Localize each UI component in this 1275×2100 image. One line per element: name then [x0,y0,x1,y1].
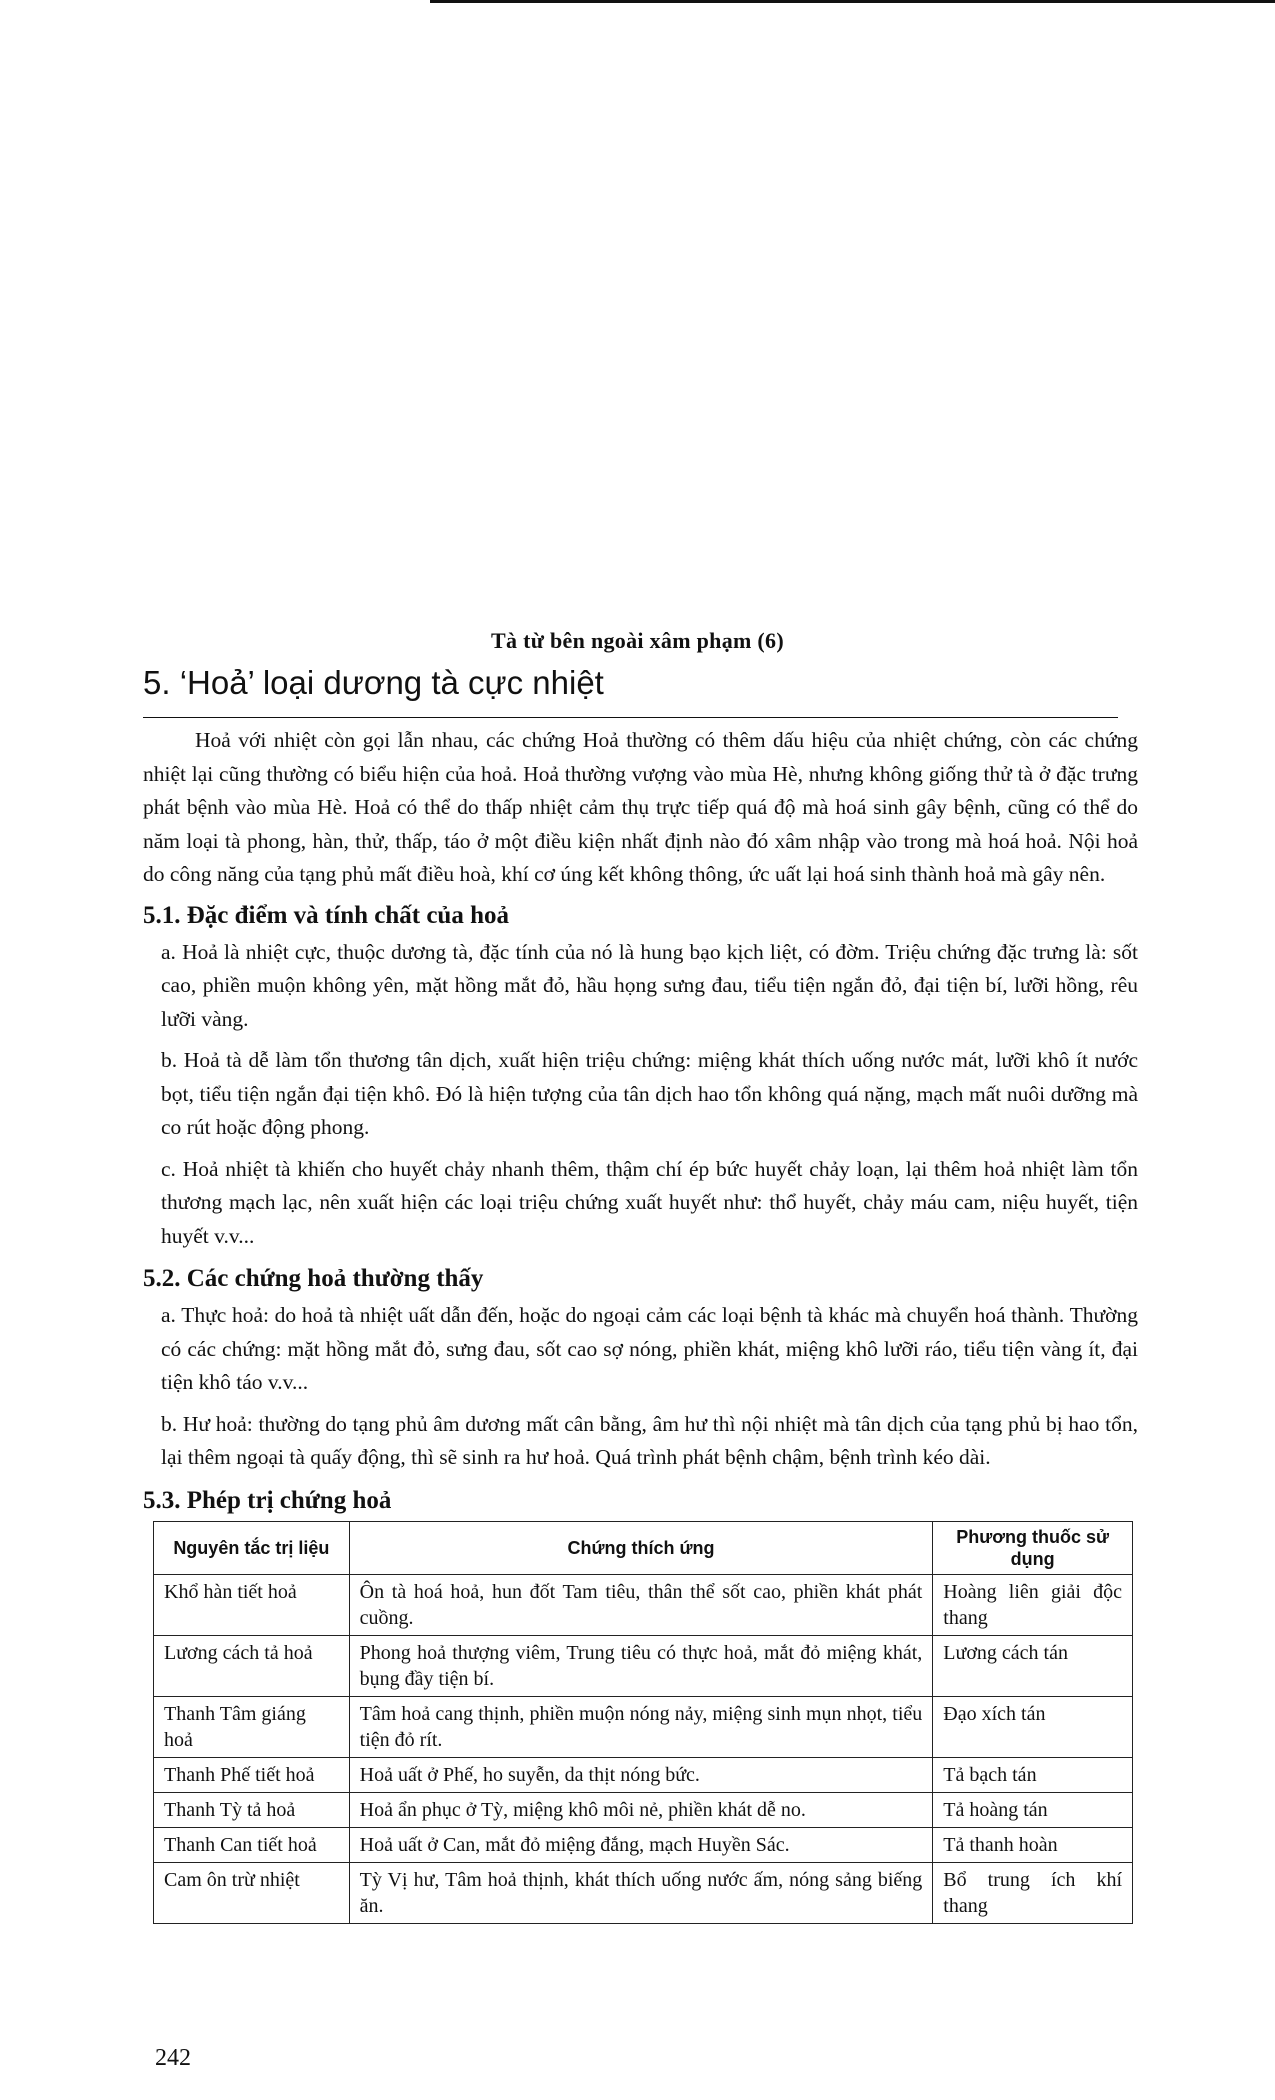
list-item: b. Hoả tà dễ làm tổn thương tân dịch, xuất hiện triệu chứng: miệng khát thích uống nước mát, lưỡi khô ít nước bọt, tiểu tiện ngắn đại tiện khô. Đó là hiện tượng của tân dịch hao tổn không quá nặng, mạch mất nuôi dưỡng mà co rút hoặc động phong. [161,1048,1138,1139]
cell-principle: Cam ôn trừ nhiệt [154,1862,350,1923]
list-item: a. Thực hoả: do hoả tà nhiệt uất dẫn đến, hoặc do ngoại cảm các loại bệnh tà khác mà chuyển hoá thành. Thường có các chứng: mặt hồng mắt đỏ, sưng đau, sốt cao sợ nóng, phiền khát, miệng khô lưỡi ráo, tiểu tiện vàng ít, đại tiện khô táo v.v... [161,1303,1138,1394]
table-row [154,1574,1133,1635]
cell-principle: Thanh Tỳ tả hoả [154,1792,350,1827]
cell-principle: Thanh Can tiết hoả [154,1827,350,1862]
cell-formula: Tả thanh hoàn [933,1827,1133,1862]
cell-indication: Tâm hoả cang thịnh, phiền muộn nóng nảy, miệng sinh mụn nhọt, tiểu tiện đỏ rít. [349,1696,933,1757]
cell-principle: Khổ hàn tiết hoả [154,1574,350,1635]
list-item: a. Hoả là nhiệt cực, thuộc dương tà, đặc tính của nó là hung bạo kịch liệt, có đờm. Triệu chứng đặc trưng là: sốt cao, phiền muộn không yên, mặt hồng mắt đỏ, hầu họng sưng đau, tiểu tiện ngắn đỏ, đại tiện bí, lưỡi hồng, rêu lưỡi vàng. [161,939,1138,1031]
section-heading-5-1: 5.1. Đặc điểm và tính chất của hoả [143,901,509,929]
table-row [154,1862,1133,1923]
cell-indication: Hoả ẩn phục ở Tỳ, miệng khô môi nẻ, phiền khát dễ no. [349,1792,933,1827]
cell-formula: Lương cách tán [933,1635,1133,1696]
cell-indication: Hoả uất ở Phế, ho suyễn, da thịt nóng bức. [349,1757,933,1792]
list-item: c. Hoả nhiệt tà khiến cho huyết chảy nhanh thêm, thậm chí ép bức huyết chảy loạn, lại thêm hoả nhiệt làm tổn thương mạch lạc, nên xuất hiện các loại triệu chứng xuất huyết như: thổ huyết, chảy máu cam, niệu huyết, tiện huyết v.v... [161,1156,1138,1248]
cell-indication: Hoả uất ở Can, mắt đỏ miệng đắng, mạch Huyền Sác. [349,1827,933,1862]
top-edge-rule [430,0,1275,3]
header-principle: Nguyên tắc trị liệu [154,1521,350,1574]
chapter-title: 5. ‘Hoả’ loại dương tà cực nhiệt [143,664,604,701]
cell-indication: Ôn tà hoá hoả, hun đốt Tam tiêu, thân thể sốt cao, phiền khát phát cuồng. [349,1574,933,1635]
treatment-table [153,1521,1133,1924]
cell-formula: Đạo xích tán [933,1696,1133,1757]
table-header-row [154,1521,1133,1574]
cell-principle: Thanh Tâm giáng hoả [154,1696,350,1757]
table-row [154,1757,1133,1792]
cell-formula: Tả bạch tán [933,1757,1133,1792]
page-number: 242 [155,2045,191,2071]
header-formula: Phương thuốc sử dụng [933,1521,1133,1574]
cell-principle: Thanh Phế tiết hoả [154,1757,350,1792]
header-indication: Chứng thích ứng [349,1521,933,1574]
title-rule [143,717,1118,718]
list-item: b. Hư hoả: thường do tạng phủ âm dương mất cân bằng, âm hư thì nội nhiệt mà tân dịch của tạng phủ bị hao tổn, lại thêm ngoại tà quấy động, thì sẽ sinh ra hư hoả. Quá trình phát bệnh chậm, bệnh trình kéo dài. [161,1411,1138,1469]
intro-paragraph: Hoả với nhiệt còn gọi lẫn nhau, các chứng Hoả thường có thêm dấu hiệu của nhiệt chứng, còn các chứng nhiệt lại cũng thường có biểu hiện của hoả. Hoả thường vượng vào mùa Hè, nhưng không giống thử tà ở đặc trưng phát bệnh vào mùa Hè. Hoả có thể do thấp nhiệt cảm thụ trực tiếp quá độ mà hoá sinh gây bệnh, cũng có thể do năm loại tà phong, hàn, thử, thấp, táo ở một điều kiện nhất định nào đó xâm nhập vào trong mà hoá hoả. Nội hoả do công năng của tạng phủ mất điều hoà, khí cơ úng kết không thông, ức uất lại hoá sinh thành hoả mà gây nên. [143,728,1138,886]
section-heading-5-3: 5.3. Phép trị chứng hoả [143,1486,392,1514]
section-kicker: Tà từ bên ngoài xâm phạm (6) [491,628,784,653]
cell-indication: Phong hoả thượng viêm, Trung tiêu có thực hoả, mắt đỏ miệng khát, bụng đầy tiện bí. [349,1635,933,1696]
cell-formula: Bổ trung ích khí thang [933,1862,1133,1923]
cell-principle: Lương cách tả hoả [154,1635,350,1696]
table-row [154,1827,1133,1862]
cell-formula: Tả hoàng tán [933,1792,1133,1827]
section-heading-5-2: 5.2. Các chứng hoả thường thấy [143,1265,484,1292]
table-row [154,1635,1133,1696]
table-row [154,1792,1133,1827]
page-body [143,724,1138,1924]
cell-indication: Tỳ Vị hư, Tâm hoả thịnh, khát thích uống nước ấm, nóng sảng biếng ăn. [349,1862,933,1923]
table-row [154,1696,1133,1757]
cell-formula: Hoàng liên giải độc thang [933,1574,1133,1635]
